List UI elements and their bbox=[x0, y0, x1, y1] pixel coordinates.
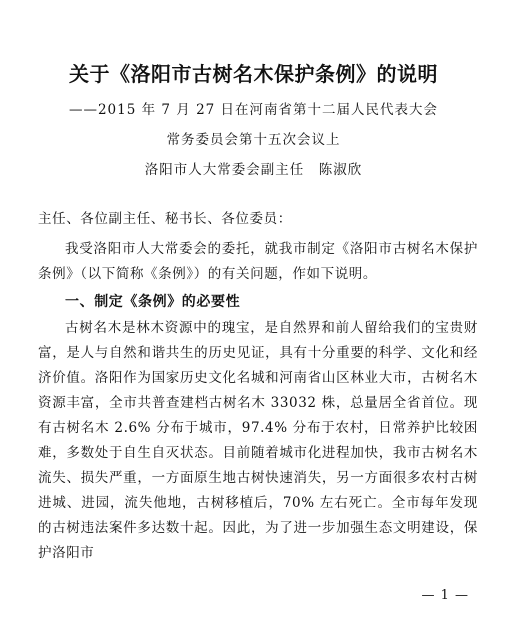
section-heading: 一、制定《条例》的必要性 bbox=[65, 294, 241, 310]
speaker-line: 洛阳市人大常委会副主任 陈淑欣 bbox=[144, 162, 363, 178]
salutation: 主任、各位副主任、秘书长、各位委员： bbox=[38, 211, 292, 227]
meeting-date-line: ——2015 年 7 月 27 日在河南省第十二届人民代表大会 bbox=[68, 102, 439, 118]
document-title: 关于《洛阳市古树名木保护条例》的说明 bbox=[69, 62, 438, 86]
section-body-paragraph: 古树名木是林木资源中的瑰宝，是自然界和前人留给我们的宝贵财富，是人与自然和谐共生的历史见证，具有十分重要的科学、文化和经济价值。洛阳作为国家历史文化名城和河南省山区林业大市，古树名木资源丰富，全市共普查建档古树名木 33032 株，总量居全省首位。现有古树名木 2.6% 分布于城市，97.4% 分布于农村，日常养护比较困难，多数处于自生自灭状态。目前随着城市化进程加快，我市古树名木流失、损失严重，一方面原生地古树快速消失，另一方面很多农村古树进城、进园，流失他地，古树移植后，70% 左右死亡。全市每年发现的古树违法案件多达数十起。因此，为了进一步加强生态文明建设，保护洛阳市 bbox=[38, 320, 478, 561]
intro-paragraph: 我受洛阳市人大常委会的委托，就我市制定《洛阳市古树名木保护条例》（以下简称《条例》）的有关问题，作如下说明。 bbox=[38, 241, 478, 282]
page-number: — 1 — bbox=[421, 588, 469, 603]
meeting-session-line: 常务委员会第十五次会议上 bbox=[166, 132, 341, 148]
